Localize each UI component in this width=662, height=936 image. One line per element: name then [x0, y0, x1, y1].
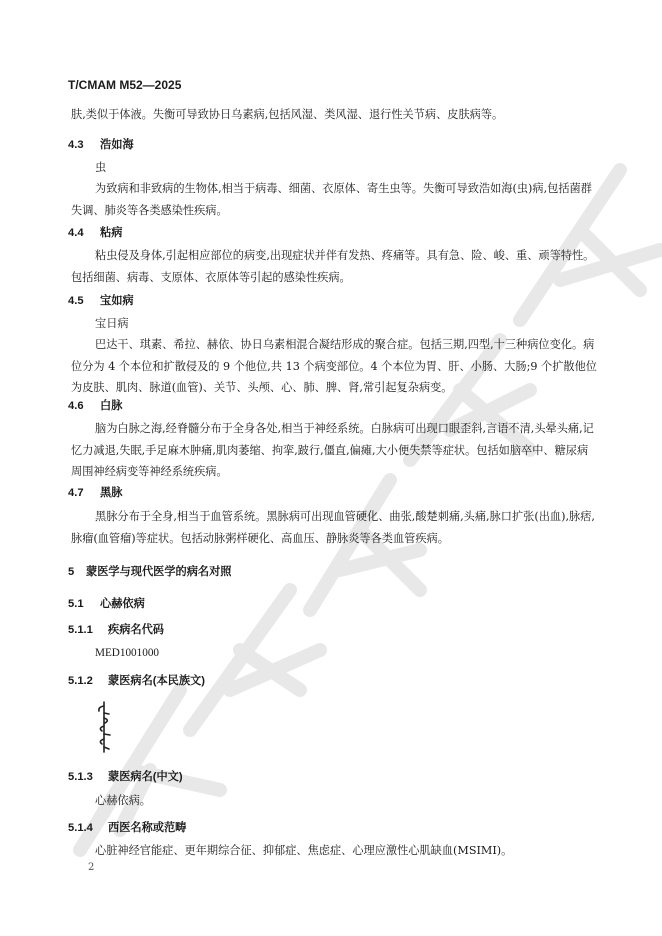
subsection-title: 西医名称或范畴: [108, 822, 187, 834]
subsection-heading: [68, 819, 186, 835]
section-heading: [68, 136, 134, 152]
section-number: 4.6: [68, 400, 84, 412]
section-heading: [68, 484, 122, 500]
subsection-heading: [68, 768, 183, 784]
section-body: 粘虫侵及身体,引起相应部位的病变,出现症状并伴有发热、疼痛等。具有急、险、峻、重、顽等特性。包括细菌、病毒、支原体、衣原体等引起的感染性疾病。: [71, 249, 595, 284]
section-body: 为致病和非致病的生物体,相当于病毒、细菌、衣原体、寄生虫等。失衡可导致浩如海(虫)病,包括菌群失调、肺炎等各类感染性疾病。: [71, 182, 592, 217]
subsection-heading: [68, 672, 205, 688]
section-body: 巴达干、琪素、希拉、赫依、协日乌素相混合凝结形成的聚合症。包括三期,四型,十三种病位变化。病位分为 4 个本位和扩散侵及的 9 个他位,共 13 个病变部位。4 个本位为胃、肝、小肠、大肠;9 个扩散他位为皮肤、肌肉、脉道(血管)、关节、头颅、心、肺、脾、肾,常引起复杂病变。: [71, 338, 597, 394]
disease-code: MED1001000: [95, 647, 160, 659]
section-number: 5.1: [68, 598, 84, 610]
subsection-number: 5.1.4: [68, 822, 93, 834]
section-number: 4.7: [68, 487, 84, 499]
section-title: 宝如病: [100, 295, 134, 307]
subsection-title: 蒙医病名(本民族文): [108, 675, 205, 687]
chapter-title: 蒙医学与现代医学的病名对照: [86, 566, 232, 578]
section-body: 黑脉分布于全身,相当于血管系统。黑脉病可出现血管硬化、曲张,酸楚刺痛,头痛,脉口扩张(出血),脉痞,脉瘤(血管瘤)等症状。包括动脉粥样硬化、高血压、静脉炎等各类血管疾病。: [71, 510, 595, 545]
section-heading: [68, 397, 122, 413]
subsection-number: 5.1.2: [68, 675, 93, 687]
intro-paragraph: 肤,类似于体液。失衡可导致协日乌素病,包括风湿、类风湿、退行性关节病、皮肤病等。: [71, 108, 504, 121]
section-title: 心赫依病: [100, 598, 145, 610]
section-heading: [68, 292, 134, 308]
subsection-title: 疾病名代码: [108, 624, 164, 636]
section-heading: [68, 224, 122, 240]
chinese-name: 心赫依病。: [95, 794, 151, 807]
subsection-number: 5.1.1: [68, 624, 93, 636]
mongolian-script-name: [94, 700, 114, 754]
section-number: 4.5: [68, 295, 84, 307]
chapter-number: 5: [68, 566, 75, 578]
section-body: 脑为白脉之海,经脊髓分布于全身各处,相当于神经系统。白脉病可出现口眼歪斜,言语不清,头晕头痛,记忆力减退,失眠,手足麻木肿痛,肌肉萎缩、拘挛,跛行,僵直,偏瘫,大小便失禁等症状。包括如脑卒中、糖尿病周围神经病变等神经系统疾病。: [71, 422, 594, 478]
term-line: 虫: [95, 161, 107, 174]
section-title: 黑脉: [100, 487, 123, 499]
section-number: 4.4: [68, 227, 84, 239]
section-title: 浩如海: [100, 139, 134, 151]
standard-code: T/CMAM M52—2025: [68, 78, 182, 92]
section-heading: [68, 595, 145, 611]
subsection-heading: [68, 621, 164, 637]
section-title: 白脉: [100, 400, 123, 412]
western-name: 心脏神经官能症、更年期综合征、抑郁症、焦虑症、心理应激性心肌缺血(MSIMI)。: [95, 844, 513, 857]
subsection-number: 5.1.3: [68, 771, 93, 783]
term-line: 宝日病: [95, 317, 129, 330]
section-title: 粘病: [100, 227, 123, 239]
section-number: 4.3: [68, 139, 84, 151]
chapter-heading: [68, 563, 231, 579]
page-number: 2: [88, 862, 95, 873]
subsection-title: 蒙医病名(中文): [108, 771, 183, 783]
